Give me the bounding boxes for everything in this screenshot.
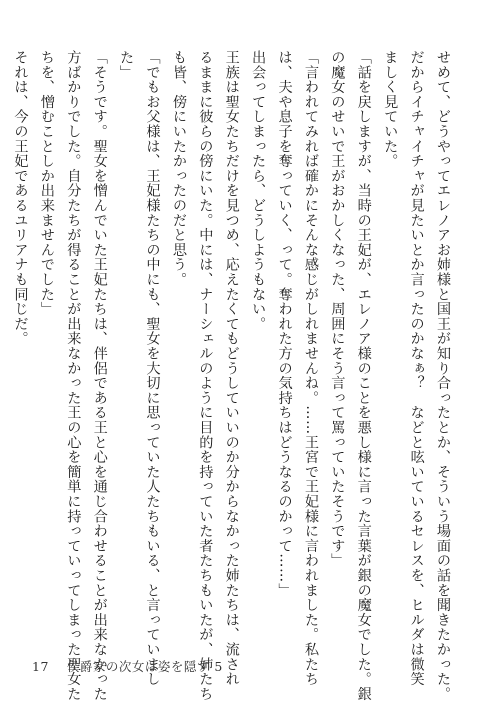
text-line: だからイチャイチャが見たいとか言ったのかなぁ？ などと呟いているセレスを、ヒルダは微笑 xyxy=(408,50,425,687)
book-title: 侯爵家の次女は姿を隠す 5 xyxy=(66,659,223,674)
text-line: 方ばかりでした。自分たちが得ることが出来なかった王の心を簡単に持っていってしまった聖女た xyxy=(65,50,82,702)
text-line: 「でもお父様は、王妃様たちの中にも、聖女を大切に思っていた人たちもいる、と言っていまし xyxy=(144,50,161,687)
text-line: 出会ってしまったら、どうしようもない。 xyxy=(250,50,267,332)
text-line: ちを、憎むことしか出来ませんでした」 xyxy=(38,50,55,317)
text-line: も皆、傍にいたかったのだと思う。 xyxy=(170,50,187,287)
text-line: 「言われてみれば確かにそんな感じがしれませんね。……王宮で王妃様に言われました。私たち xyxy=(302,50,319,687)
text-line: 「話を戻しますが、当時の王妃が、エレノア様のことを悪し様に言った言葉が銀の魔女でした。銀 xyxy=(355,50,372,702)
text-line: それは、今の王妃であるユリアナも同じだ。 xyxy=(12,50,29,346)
text-line: の魔女のせいで王がおかしくなった、周囲にそう言って罵っていたそうです」 xyxy=(329,50,346,568)
text-line: 王族は聖女たちだけを見つめ、応えたくてもどうしていいのか分からなかった姉たちは、流され xyxy=(223,50,240,687)
text-line: ましく見ていた。 xyxy=(382,50,399,169)
page-footer xyxy=(32,657,223,675)
text-line: 「そうです。聖女を憎んでいた王妃たちは、伴侶である王と心を通じ合わせることが出来なかった xyxy=(91,50,108,702)
text-line: るままに彼らの傍にいた。中には、ナーシェルのように目的を持っていた者たちもいたが、姉たち xyxy=(197,50,214,702)
text-line: は、夫や息子を奪っていく、って。奪われた方の気持ちはどうなるのかって……」 xyxy=(276,50,293,598)
text-line: た」 xyxy=(118,50,135,80)
text-line: せめて、どうやってエレノアお姉様と国王が知り合ったとか、そういう場面の話を聞きたかった。 xyxy=(435,50,451,702)
page-number: 17 xyxy=(32,659,49,674)
